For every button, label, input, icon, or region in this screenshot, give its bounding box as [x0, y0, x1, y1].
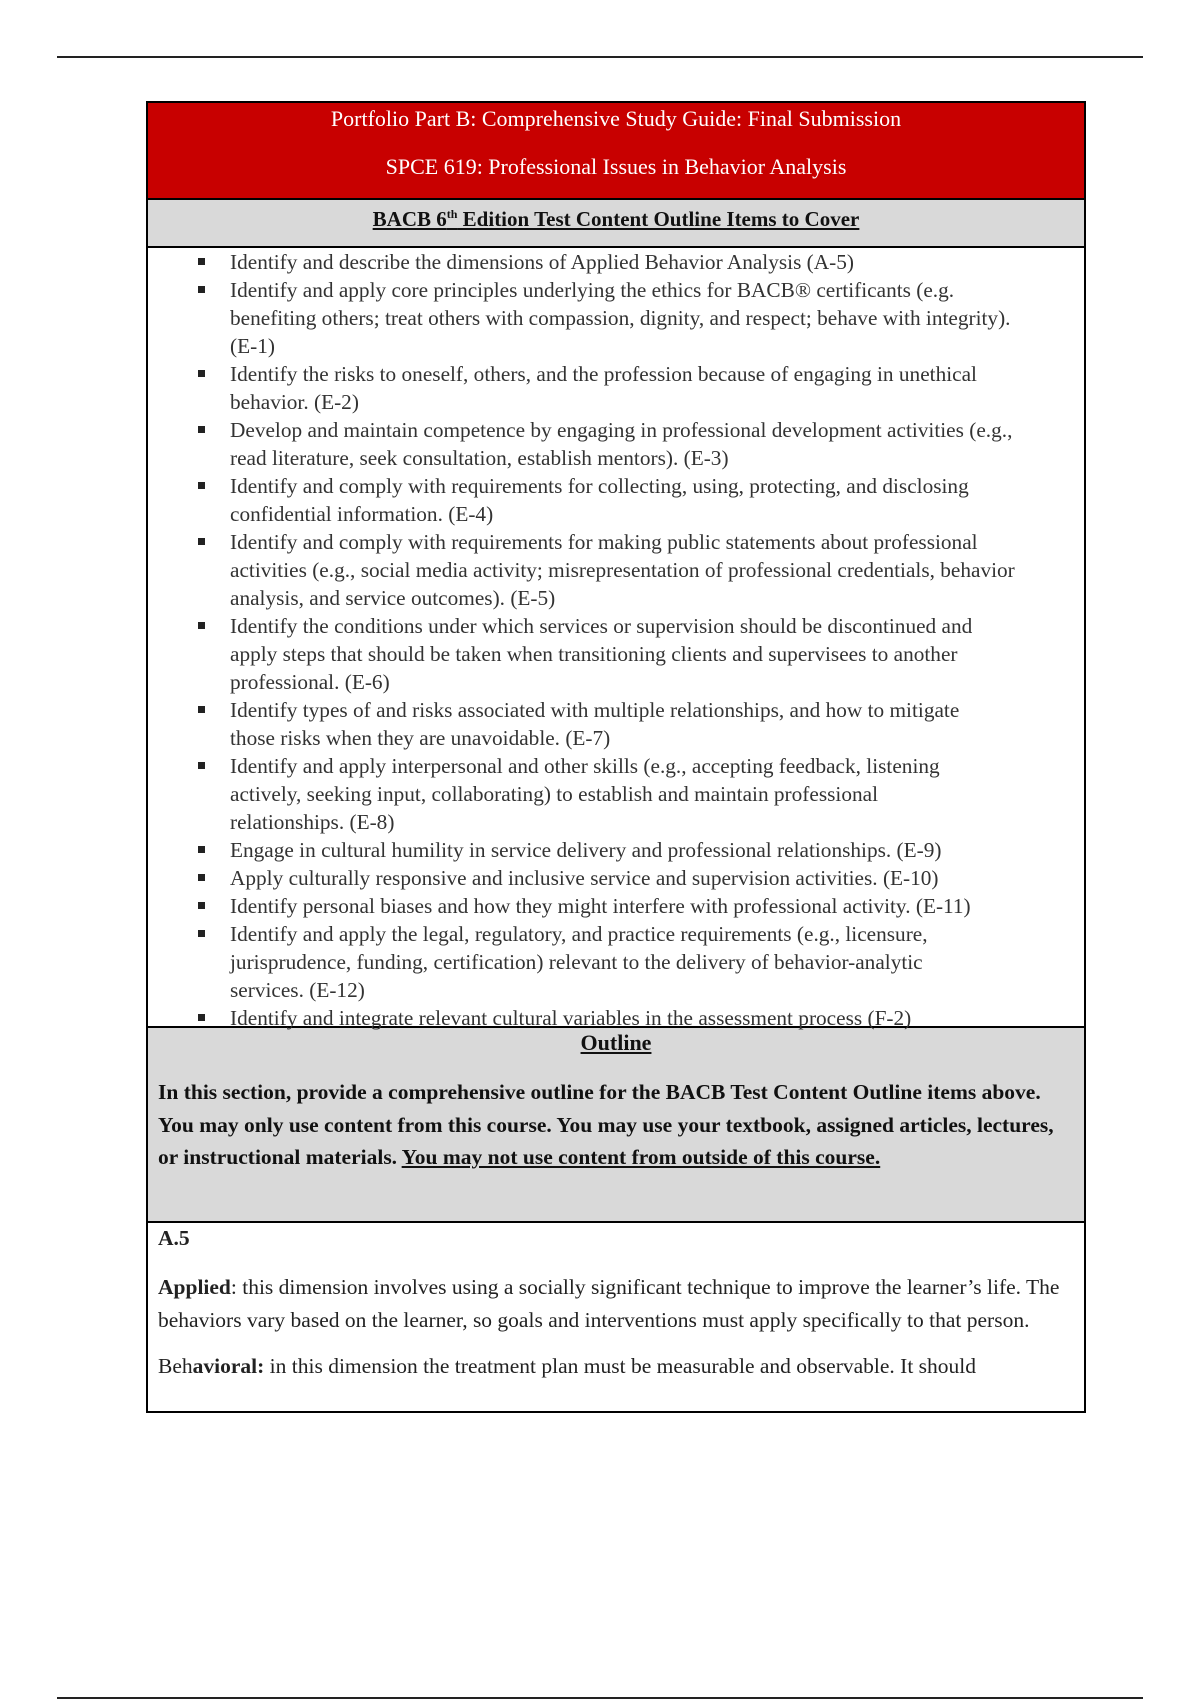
outline-instructions-text: In this section, provide a comprehensive outline for the BACB Test Content Outline items above. You may only use content from this course. You may use your textbook, assigned articles, lectures, or instructional materials. [158, 1080, 1054, 1169]
list-item: Identify the risks to oneself, others, and the profession because of engaging in unethical behavior. (E-2) [230, 360, 1086, 416]
content-items-list [148, 248, 1086, 1032]
content-cell [148, 1223, 1084, 1383]
outline-instructions-underlined: You may not use content from outside of this course. [401, 1145, 881, 1169]
bottom-rule [57, 1697, 1143, 1699]
list-item: Identify and comply with requirements for making public statements about professional activities (e.g., social media activity; misrepresentation of professional credentials, behavior analysis, and service outcomes). (E-5) [230, 528, 1086, 612]
outline-instructions [158, 1076, 1074, 1174]
header-band [148, 103, 1084, 200]
toc-title-prefix: BACB 6 [372, 207, 447, 231]
list-item: Identify and describe the dimensions of Applied Behavior Analysis (A-5) [230, 248, 1086, 276]
paragraph-behavioral [158, 1350, 1074, 1383]
list-item: Identify types of and risks associated with multiple relationships, and how to mitigate those risks when they are unavoidable. (E-7) [230, 696, 1086, 752]
items-cell [148, 248, 1084, 1028]
top-rule [57, 56, 1143, 58]
list-item: Identify and apply the legal, regulatory, and practice requirements (e.g., licensure, jurisprudence, funding, certification) relevant to the delivery of behavior-analytic services. (E-12) [230, 920, 1086, 1004]
list-item: Identify and integrate relevant cultural variables in the assessment process (F-2) [230, 1004, 1086, 1032]
term-applied: Applied [158, 1275, 231, 1299]
term-behavioral-plain: Beh [158, 1354, 193, 1378]
outline-cell [148, 1028, 1084, 1223]
list-item: Develop and maintain competence by engaging in professional development activities (e.g., read literature, seek consultation, establish mentors). (E-3) [230, 416, 1086, 472]
toc-header [148, 200, 1084, 248]
toc-title-suffix: Edition Test Content Outline Items to Cover [457, 207, 860, 231]
text-behavioral: in this dimension the treatment plan must be measurable and observable. It should [264, 1354, 977, 1378]
list-item: Identify personal biases and how they might interfere with professional activity. (E-11) [230, 892, 1086, 920]
list-item: Apply culturally responsive and inclusive service and supervision activities. (E-10) [230, 864, 1086, 892]
header-course: SPCE 619: Professional Issues in Behavior Analysis [385, 154, 847, 179]
toc-title-sup: th [446, 207, 458, 221]
list-item: Identify and apply core principles underlying the ethics for BACB® certificants (e.g. benefiting others; treat others with compassion, dignity, and respect; behave with integrity). (E-1) [230, 276, 1086, 360]
outline-title: Outline [580, 1030, 652, 1055]
list-item: Identify the conditions under which services or supervision should be discontinued and apply steps that should be taken when transitioning clients and supervisees to another professional. (E-6) [230, 612, 1086, 696]
study-guide-table [146, 101, 1086, 1413]
header-title: Portfolio Part B: Comprehensive Study Guide: Final Submission [330, 106, 902, 131]
text-applied: : this dimension involves using a socially significant technique to improve the learner’s life. The behaviors vary based on the learner, so goals and interventions must apply specifically to that person. [158, 1275, 1060, 1332]
list-item: Identify and comply with requirements for collecting, using, protecting, and disclosing confidential information. (E-4) [230, 472, 1086, 528]
section-label: A.5 [158, 1226, 190, 1250]
toc-title [373, 207, 860, 231]
list-item: Engage in cultural humility in service delivery and professional relationships. (E-9) [230, 836, 1086, 864]
list-item: Identify and apply interpersonal and other skills (e.g., accepting feedback, listening actively, seeking input, collaborating) to establish and maintain professional relationships. (E-8) [230, 752, 1086, 836]
term-behavioral-bold: avioral: [192, 1354, 265, 1378]
paragraph-applied [158, 1271, 1074, 1336]
